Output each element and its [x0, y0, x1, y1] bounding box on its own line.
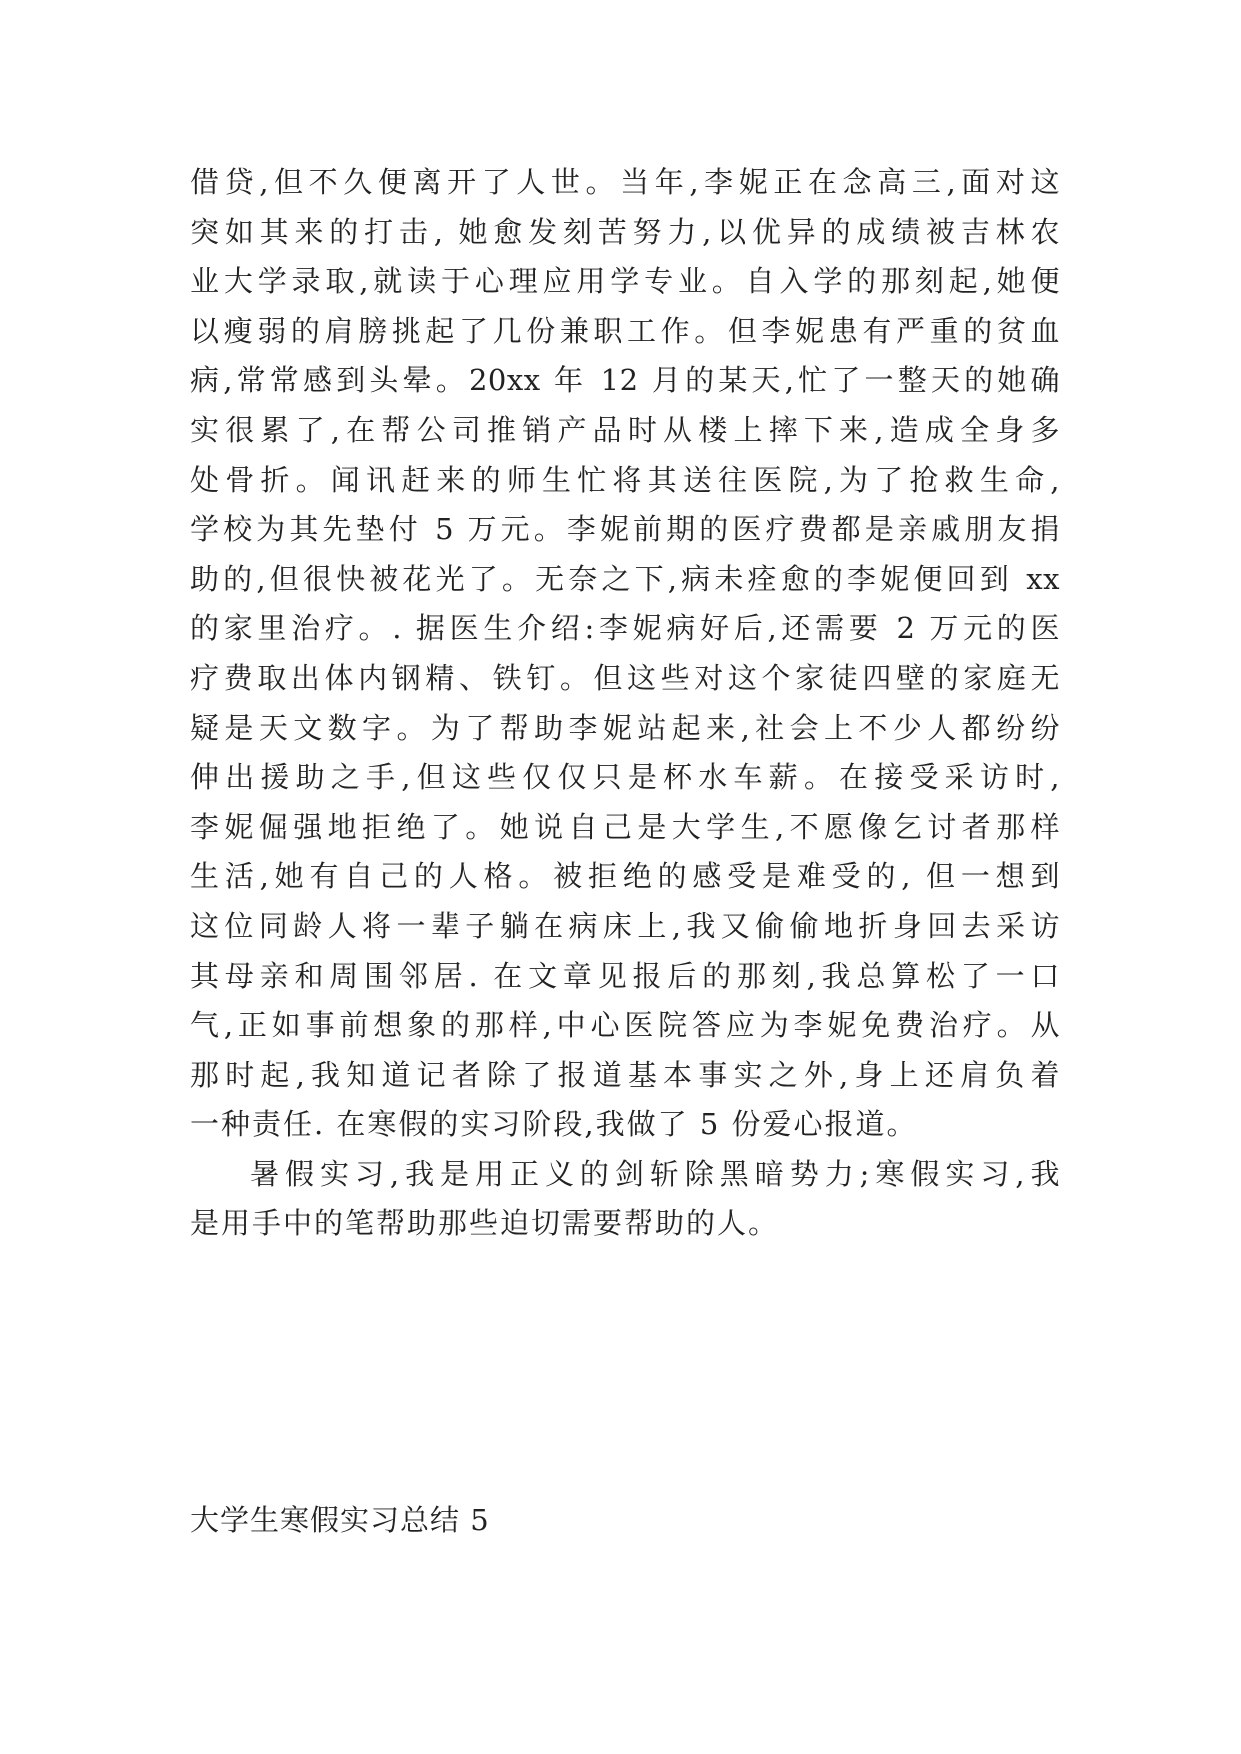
text-line: 李妮倔强地拒绝了。她说自己是大学生,不愿像乞讨者那样	[190, 809, 1060, 844]
text-line: 生活,她有自己的人格。被拒绝的感受是难受的, 但一想到	[190, 859, 1060, 894]
text-line: 其母亲和周围邻居. 在文章见报后的那刻,我总算松了一口	[190, 958, 1060, 993]
text-line: 气,正如事前想象的那样,中心医院答应为李妮免费治疗。从	[190, 1008, 1060, 1043]
text-line: 伸出援助之手,但这些仅仅只是杯水车薪。在接受采访时,	[190, 760, 1060, 795]
text-line: 是用手中的笔帮助那些迫切需要帮助的人。	[190, 1206, 780, 1241]
text-line: 一种责任. 在寒假的实习阶段,我做了 5 份爱心报道。	[190, 1107, 918, 1142]
text-line: 这位同龄人将一辈子躺在病床上,我又偷偷地折身回去采访	[190, 908, 1060, 943]
paragraph-1	[190, 158, 1060, 1150]
text-line: 疗费取出体内钢精、铁钉。但这些对这个家徒四壁的家庭无	[190, 660, 1060, 695]
text-line: 疑是天文数字。为了帮助李妮站起来,社会上不少人都纷纷	[190, 710, 1060, 745]
text-line: 处骨折。闻讯赶来的师生忙将其送往医院,为了抢救生命,	[190, 462, 1060, 497]
section-heading: 大学生寒假实习总结 5	[190, 1503, 490, 1537]
text-line: 那时起,我知道记者除了报道基本事实之外,身上还肩负着	[190, 1057, 1060, 1092]
text-line: 实很累了,在帮公司推销产品时从楼上摔下来,造成全身多	[190, 412, 1060, 447]
text-line: 学校为其先垫付 5 万元。李妮前期的医疗费都是亲戚朋友捐	[190, 512, 1060, 547]
text-line: 突如其来的打击, 她愈发刻苦努力,以优异的成绩被吉林农	[190, 214, 1060, 249]
text-line: 助的,但很快被花光了。无奈之下,病未痊愈的李妮便回到 xx	[190, 561, 1060, 596]
text-line: 病,常常感到头晕。20xx 年 12 月的某天,忙了一整天的她确	[190, 363, 1060, 398]
text-line: 的家里治疗。. 据医生介绍:李妮病好后,还需要 2 万元的医	[190, 611, 1060, 646]
text-line: 暑假实习,我是用正义的剑斩除黑暗势力;寒假实习,我	[250, 1156, 1060, 1191]
text-line: 业大学录取,就读于心理应用学专业。自入学的那刻起,她便	[190, 264, 1060, 299]
text-line: 以瘦弱的肩膀挑起了几份兼职工作。但李妮患有严重的贫血	[190, 313, 1060, 348]
body-text	[190, 158, 1060, 1249]
text-line: 借贷,但不久便离开了人世。当年,李妮正在念高三,面对这	[190, 165, 1060, 199]
paragraph-2	[190, 1150, 1060, 1249]
